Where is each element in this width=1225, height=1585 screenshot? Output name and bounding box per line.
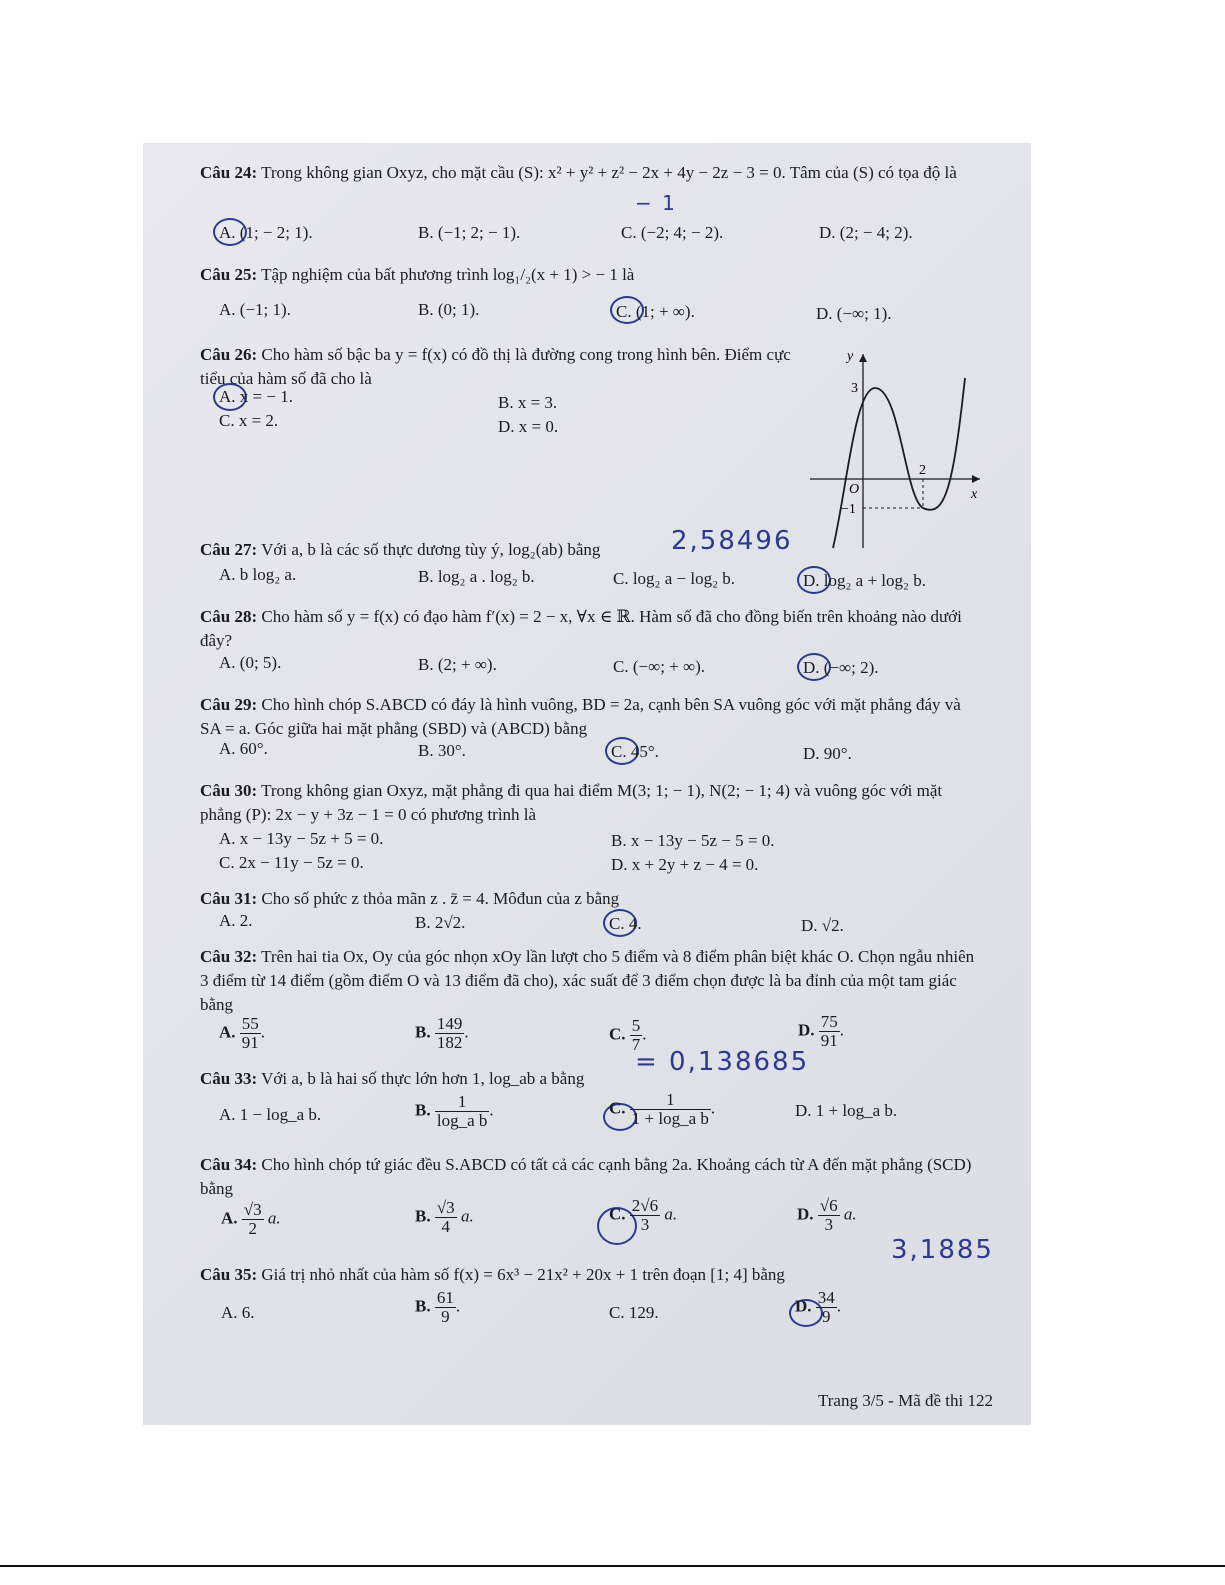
option-b: B. (0; 1). [418,300,480,319]
question-head: Câu 24: [200,163,258,182]
question-head: Câu 34: [200,1155,258,1174]
option-d: D. $\frac{34}{9}$ . [795,1288,842,1326]
question-28 [200,605,980,653]
question-text: Với a, b là hai số thực lớn hơn 1, log_ab a bằng [261,1069,585,1088]
denominator: log_a b [436,1111,488,1130]
option-c: C. x = 2. [219,411,279,430]
question-text: Giá trị nhỏ nhất của hàm số f(x) = 6x³ − 21x² + 20x + 1 trên đoạn [1; 4] bằng [261,1265,785,1284]
y-axis-arrow [859,354,867,362]
question-33 [200,1067,640,1091]
option-b: B. log₂ a . log₂ b. [418,567,535,586]
fraction [242,1201,264,1238]
option-b: B. $\frac{61}{9}$ . [415,1288,461,1326]
handwritten-note: = 0,138685 [635,1047,810,1077]
option-d: D. (−∞; 1). [816,304,892,323]
option-b: B. (−1; 2; − 1). [418,223,521,242]
option-a: A. x = − 1. [219,387,293,406]
option-label: B. [415,1206,431,1226]
option-label: D. [795,1296,812,1316]
question-text: Cho hình chóp S.ABCD có đáy là hình vuông, BD = 2a, cạnh bên SA vuông góc với mặt phẳng đáy và SA = a. Góc giữa hai mặt phẳng (SBD) và (ABCD) bằng [200,695,961,738]
denominator: 1 + log_a b [631,1109,709,1128]
denominator: 9 [441,1307,450,1326]
option-label: C. [609,1204,626,1224]
fraction [819,1013,840,1050]
option-d: D. x + 2y + z − 4 = 0. [611,855,759,874]
option-a: A. 6. [221,1303,255,1322]
option-d: D. (−∞; 2). [803,658,879,677]
fraction [435,1199,457,1236]
option-tail: a. [267,1208,281,1228]
tick-x: 2 [919,463,926,478]
option-d: D. 1 + log_a b. [795,1101,898,1120]
option-a: A. (0; 5). [219,653,282,672]
numerator: 2√6 [631,1196,659,1215]
option-b: B. x = 3. [498,393,558,412]
option-c: C. $\frac{1}{\text{1 + log\_a b}}$ . [609,1090,716,1128]
fraction [630,1197,660,1234]
option-b: B. (2; + ∞). [418,655,497,674]
question-31 [200,887,980,911]
option-d: D. 90°. [803,744,852,763]
option-d [797,1197,857,1234]
option-label: A. [221,1208,238,1228]
option-d: D. √2. [801,916,844,935]
origin-label: O [849,482,860,497]
question-24 [200,161,980,185]
question-34 [200,1153,980,1201]
numerator: √3 [243,1200,262,1219]
question-text: Trong không gian Oxyz, cho mặt cầu (S): x² + y² + z² − 2x + 4y − 2z − 3 = 0. Tâm của (S) có tọa độ là [261,163,957,182]
option-c: C. 4. [609,914,642,933]
numerator: 61 [436,1288,454,1307]
option-a: A. b log₂ a. [219,565,297,584]
question-head: Câu 32: [200,947,258,966]
question-text: Cho hàm số y = f(x) có đạo hàm f′(x) = 2 − x, ∀x ∈ ℝ. Hàm số đã cho đồng biến trên khoảng nào dưới đây? [200,607,962,650]
fraction [630,1091,711,1128]
cubic-graph [805,348,985,553]
handwritten-note: 3,1885 [891,1235,994,1265]
option-label: B. [415,1296,431,1316]
option-a [221,1201,281,1238]
question-text: Cho hàm số bậc ba y = f(x) có đồ thị là đường cong trong hình bên. Điểm cực tiểu của hàm số đã cho là [200,345,791,388]
denominator: 7 [631,1035,641,1054]
option-c: C. (−2; 4; − 2). [621,223,724,242]
option-c: C. 2x − 11y − 5z = 0. [219,853,364,872]
fraction [435,1093,490,1130]
tick-y-top: 3 [851,381,858,396]
exam-sheet [143,143,1031,1425]
option-a: A. $\frac{55}{91}$ . [219,1014,266,1052]
question-head: Câu 33: [200,1069,258,1088]
option-a: A. (1; − 2; 1). [219,223,313,242]
question-29 [200,693,980,741]
question-35 [200,1263,980,1287]
x-axis-label: x [971,487,978,502]
page-footer: Trang 3/5 - Mã đề thi 122 [817,1391,993,1410]
handwritten-note: − 1 [635,191,677,215]
option-c: C. 129. [609,1303,659,1322]
option-c: C. $\frac{5}{7}$ . [609,1016,647,1054]
y-axis-label: y [847,349,854,364]
question-30 [200,779,980,827]
question-32 [200,945,980,1017]
question-text: Tập nghiệm của bất phương trình log₁/₂(x + 1) > − 1 là [261,265,635,284]
option-c: C. (1; + ∞). [616,302,695,321]
option-d: D. x = 0. [498,417,559,436]
question-head: Câu 35: [200,1265,258,1284]
denominator: 3 [824,1215,833,1234]
denominator: 91 [820,1031,838,1050]
option-label: D. [797,1204,814,1224]
numerator: √3 [436,1198,455,1217]
numerator: 1 [435,1093,490,1112]
numerator: 5 [631,1016,641,1035]
option-label: C. [609,1024,626,1044]
option-label: B. [415,1100,431,1120]
question-text: Với a, b là các số thực dương tùy ý, log₂(ab) bằng [261,540,601,559]
question-text: Trong không gian Oxyz, mặt phẳng đi qua hai điểm M(3; 1; − 1), N(2; − 1; 4) và vuông góc với mặt phẳng (P): 2x − y + 3z − 1 = 0 có phương trình là [200,781,943,824]
option-b: B. 30°. [418,741,466,760]
bottom-rule [0,1565,1225,1567]
option-tail: a. [460,1206,474,1226]
question-text: Cho hình chóp tứ giác đều S.ABCD có tất cả các cạnh bằng 2a. Khoảng cách từ A đến mặt phẳng (SCD) bằng [200,1155,972,1198]
option-a: A. (−1; 1). [219,300,291,319]
option-tail: a. [664,1204,678,1224]
numerator: √6 [819,1196,838,1215]
numerator: 34 [817,1288,835,1307]
option-label: C. [609,1098,626,1118]
x-axis-arrow [972,475,980,483]
option-b: B. $\frac{1}{\text{log\_a b}}$ . [415,1092,494,1130]
option-d: D. log₂ a + log₂ b. [803,571,926,590]
fraction [816,1289,837,1326]
tick-y-bottom: −1 [841,502,856,517]
option-b: B. $\frac{149}{182}$ . [415,1014,469,1052]
question-27 [200,538,670,562]
curve [833,378,965,548]
numerator: 55 [241,1014,259,1033]
denominator: 91 [241,1033,259,1052]
question-head: Câu 29: [200,695,258,714]
denominator: 2 [248,1219,257,1238]
option-b: B. 2√2. [415,913,466,932]
numerator: 149 [436,1014,463,1033]
numerator: 75 [820,1012,838,1031]
option-a: A. 60°. [219,739,268,758]
option-b: B. x − 13y − 5z − 5 = 0. [611,831,775,850]
question-head: Câu 31: [200,889,258,908]
fraction [435,1015,465,1052]
denominator: 9 [822,1307,831,1326]
option-label: B. [415,1022,431,1042]
fraction [435,1289,456,1326]
option-d: D. $\frac{75}{91}$ . [798,1012,845,1050]
handwritten-note: 2,58496 [671,526,793,556]
option-label: D. [798,1020,815,1040]
fraction [818,1197,840,1234]
option-c [609,1197,677,1234]
option-a: A. 1 − log_a b. [219,1105,322,1124]
question-text: Trên hai tia Ox, Oy của góc nhọn xOy lần lượt cho 5 điểm và 8 điểm phân biệt khác O. Chọn ngẫu nhiên 3 điểm từ 14 điểm (gồm điểm O và 13 điểm đã cho), xác suất để 3 điểm chọn được là ba đỉnh của một tam giác bằng [200,947,975,1014]
question-25 [200,263,980,287]
question-head: Câu 28: [200,607,258,626]
question-head: Câu 30: [200,781,258,800]
option-a: A. x − 13y − 5z + 5 = 0. [219,829,384,848]
option-c: C. (−∞; + ∞). [613,657,706,676]
option-c: C. log₂ a − log₂ b. [613,569,736,588]
option-tail: a. [843,1204,857,1224]
denominator: 182 [436,1033,463,1052]
question-head: Câu 26: [200,345,258,364]
denominator: 3 [640,1215,650,1234]
option-d: D. (2; − 4; 2). [819,223,913,242]
fraction [240,1015,261,1052]
option-c: C. 45°. [611,742,659,761]
option-b [415,1199,474,1236]
option-label: A. [219,1022,236,1042]
numerator: 1 [630,1091,711,1110]
question-text: Cho số phức z thỏa mãn z . z̄ = 4. Môđun của z bằng [261,889,620,908]
denominator: 4 [441,1217,451,1236]
question-26 [200,343,810,391]
option-a: A. 2. [219,911,253,930]
question-head: Câu 27: [200,540,258,559]
question-head: Câu 25: [200,265,258,284]
